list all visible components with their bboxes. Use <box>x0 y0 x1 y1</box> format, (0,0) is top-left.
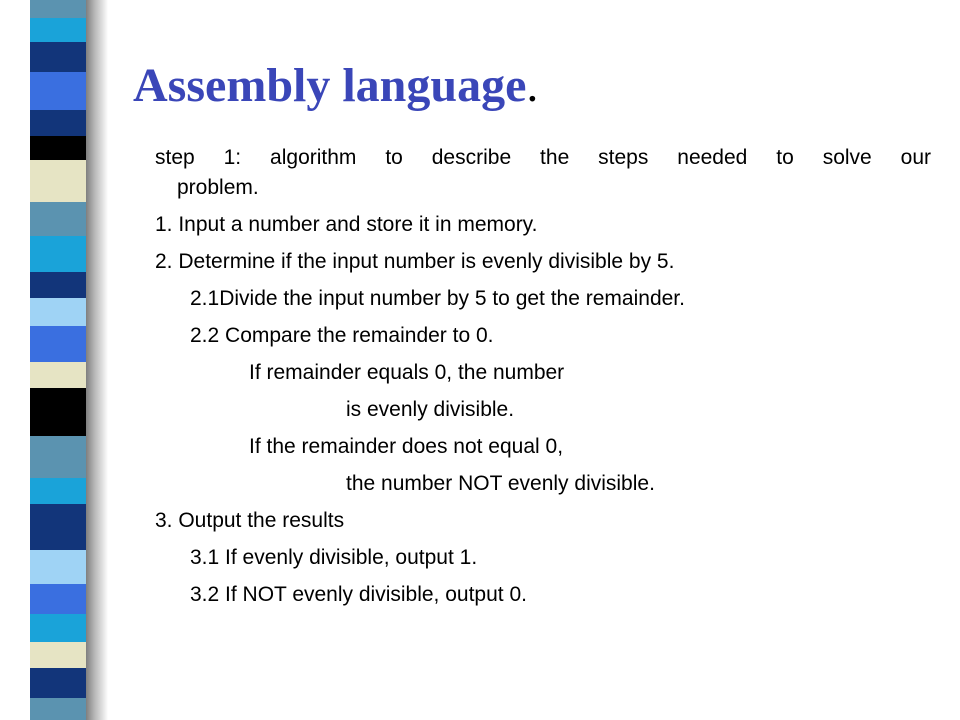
stripe <box>30 584 86 614</box>
step-1-continuation: problem. <box>177 176 259 199</box>
slide-title <box>133 56 538 116</box>
stripe <box>30 326 86 362</box>
slide-title-period: . <box>526 59 539 112</box>
item-2-1: 2.1Divide the input number by 5 to get the remainder. <box>190 287 685 310</box>
stripe <box>30 436 86 478</box>
condition-equal-result: is evenly divisible. <box>346 398 515 421</box>
stripe <box>30 0 86 18</box>
stripe <box>30 362 86 388</box>
stripe <box>30 668 86 698</box>
stripe <box>30 388 86 436</box>
slide-body <box>155 143 931 610</box>
stripe <box>30 698 86 720</box>
stripe <box>30 272 86 298</box>
stripe <box>30 298 86 326</box>
slide-title-text: Assembly language <box>133 59 527 112</box>
stripe <box>30 110 86 136</box>
stripe <box>30 202 86 236</box>
stripe <box>30 642 86 668</box>
item-3: 3. Output the results <box>155 509 345 532</box>
stripe <box>30 236 86 272</box>
item-2-2: 2.2 Compare the remainder to 0. <box>190 324 494 347</box>
condition-not-equal-result: the number NOT evenly divisible. <box>346 472 655 495</box>
item-3-1: 3.1 If evenly divisible, output 1. <box>190 546 478 569</box>
stripe <box>30 550 86 584</box>
step-1-line: step 1: algorithm to describe the steps needed to solve our <box>155 146 931 169</box>
stripe <box>30 136 86 160</box>
stripe <box>30 478 86 504</box>
item-1: 1. Input a number and store it in memory. <box>155 213 538 236</box>
decorative-stripe-bar <box>30 0 86 720</box>
stripe <box>30 72 86 110</box>
stripe-shadow <box>86 0 108 720</box>
stripe <box>30 160 86 202</box>
item-2: 2. Determine if the input number is evenly divisible by 5. <box>155 250 675 273</box>
stripe <box>30 18 86 42</box>
condition-not-equal: If the remainder does not equal 0, <box>249 435 564 458</box>
item-3-2: 3.2 If NOT evenly divisible, output 0. <box>190 583 527 606</box>
stripe <box>30 504 86 550</box>
condition-equal: If remainder equals 0, the number <box>249 361 565 384</box>
stripe <box>30 42 86 72</box>
stripe <box>30 614 86 642</box>
